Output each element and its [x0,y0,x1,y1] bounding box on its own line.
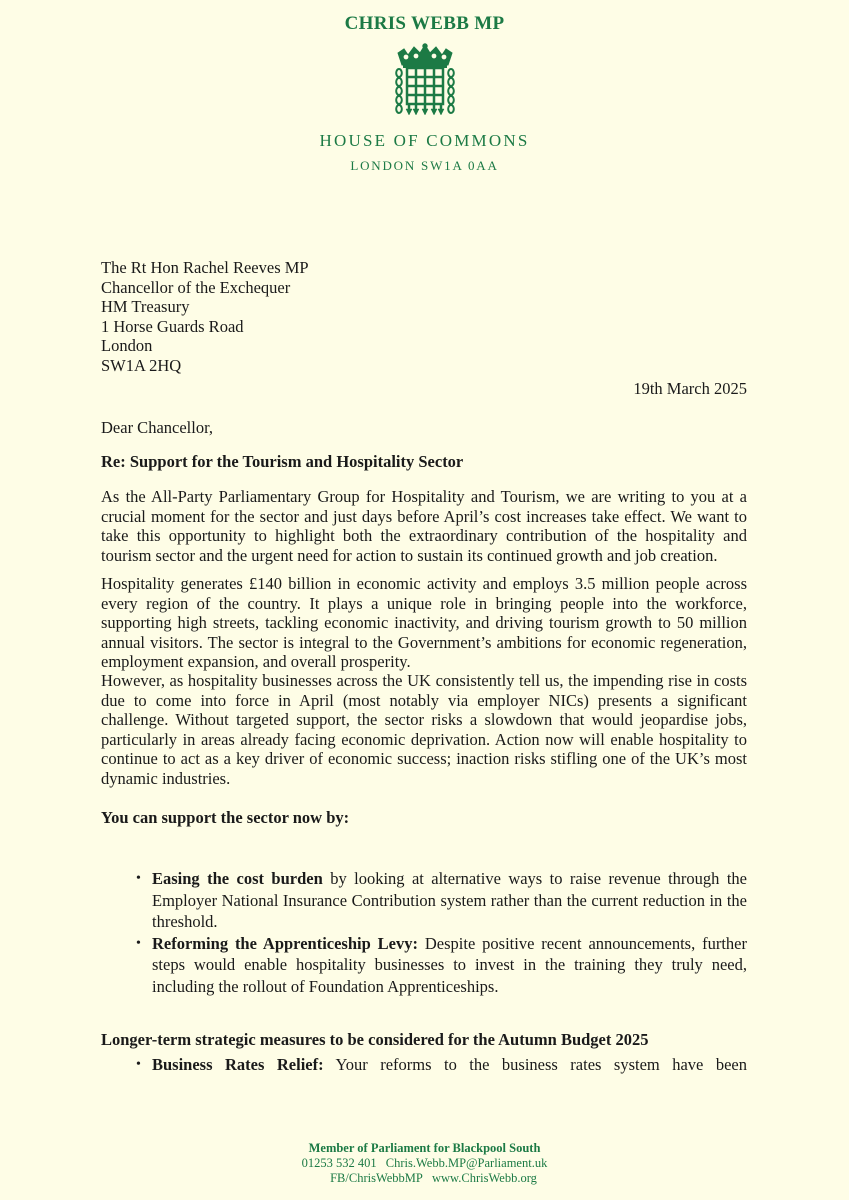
recipient-line: Chancellor of the Exchequer [101,277,291,297]
mp-name: CHRIS WEBB MP [344,13,505,34]
institution-address: LONDON SW1A 0AA [350,158,499,173]
section-heading-later: Longer-term strategic measures to be considered for the Autumn Budget 2025 [101,1030,649,1049]
institution-name: HOUSE OF COMMONS [319,131,530,150]
recipient-line: 1 Horse Guards Road [101,316,244,336]
footer-social [0,1171,849,1186]
list-item-title: Business Rates Relief: [152,1055,324,1074]
section-heading-now: You can support the sector now by: [101,808,350,827]
recipient-line: HM Treasury [101,297,190,316]
footer-facebook[interactable]: FB/ChrisWebbMP [330,1171,423,1185]
bullet-list-now [136,868,747,997]
body-paragraph: However, as hospitality businesses across the UK consistently tell us, the impending rise in costs due to come into force in April (most notably via employer NICs) presents a significant challenge. Without targeted support, the sector risks a slowdown that would jeopardise jobs, particularly in areas already facing economic deprivation. Action now will enable hospitality to continue to act as a key driver of economic success; inaction risks stifling one of the UK’s most dynamic industries. [101,671,747,788]
list-item [136,933,747,998]
salutation: Dear Chancellor, [101,418,214,437]
recipient-line: SW1A 2HQ [101,355,182,375]
footer-phone: 01253 532 401 [301,1156,377,1170]
footer-email[interactable]: Chris.Webb.MP@Parliament.uk [385,1156,548,1170]
recipient-address [101,258,309,375]
bullet-icon: • [136,1057,141,1072]
list-item [136,868,747,933]
recipient-line: The Rt Hon Rachel Reeves MP [101,258,309,277]
subject-line: Re: Support for the Tourism and Hospitality Sector [101,452,464,471]
list-item [136,1054,748,1076]
list-item-text: Despite positive recent announcements, further steps would enable hospitality businesses to invest in the training they truly need, including the rollout of Foundation Apprenticeships. [152,933,747,996]
bullet-icon: • [136,935,141,951]
footer-constituency: Member of Parliament for Blackpool South [308,1141,541,1155]
body-paragraph: Hospitality generates £140 billion in economic activity and employs 3.5 million people across every region of the country. It plays a unique role in bringing people into the workforce, supporting high streets, tackling economic inactivity, and driving tourism growth to 50 million annual visitors. The sector is integral to the Government’s ambitions for economic regeneration, employment expansion, and overall prosperity. [101,574,747,671]
list-item-text: by looking at alternative ways to raise revenue through the Employer National Insurance Contribution system rather than the current reduction in the threshold. [152,869,747,931]
recipient-line: London [101,336,153,355]
bullet-icon: • [136,871,141,886]
footer-contact [0,1156,849,1171]
list-item-text: Your reforms to the business rates system have been [323,1055,748,1074]
body-paragraph: As the All-Party Parliamentary Group for Hospitality and Tourism, we are writing to you at a crucial moment for the sector and just days before April’s cost increases take effect. We want to take this opportunity to highlight both the extraordinary contribution of the hospitality and tourism sector and the urgent need for action to sustain its continued growth and job creation. [101,487,747,565]
footer-website[interactable]: www.ChrisWebb.org [432,1171,537,1185]
letter-date: 19th March 2025 [633,379,747,398]
footer [0,1141,849,1186]
bullet-list-later [136,1054,748,1076]
portcullis-icon [394,43,456,119]
list-item-title: Easing the cost burden [152,869,323,888]
list-item-title: Reforming the Apprenticeship Levy: [152,933,418,953]
